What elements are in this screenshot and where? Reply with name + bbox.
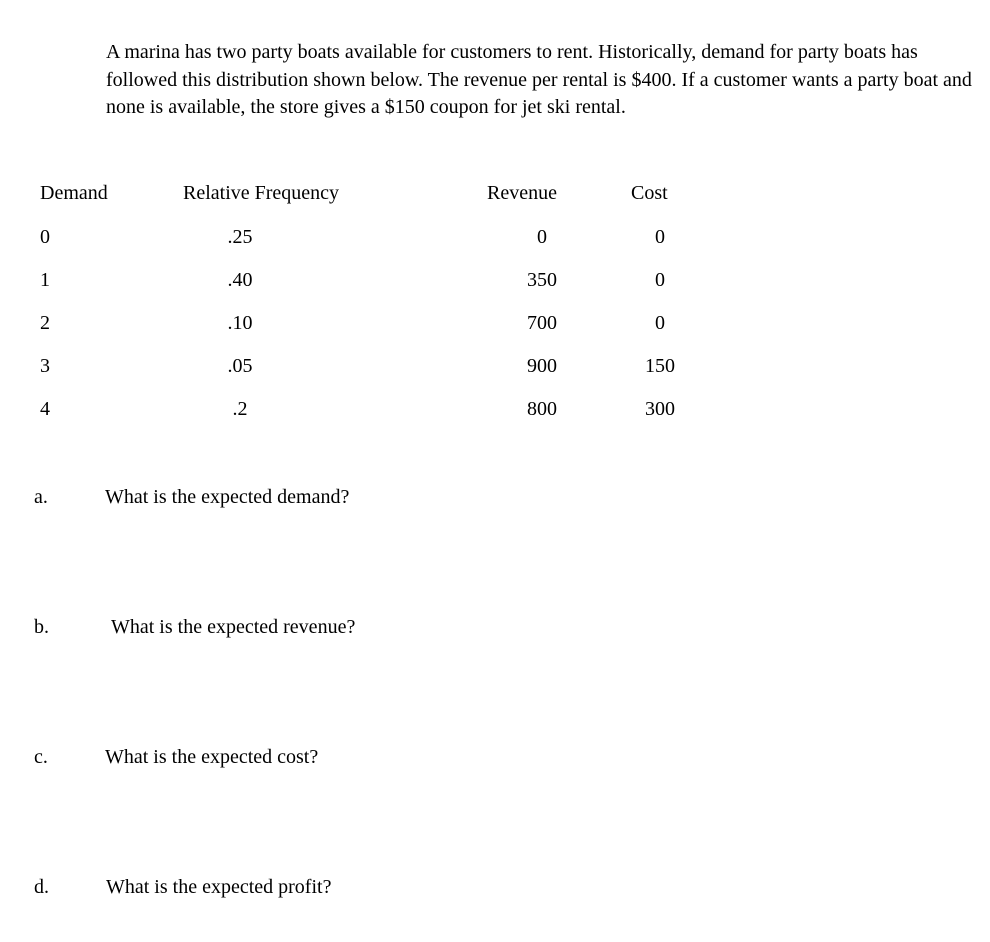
header-cost: Cost (631, 182, 668, 204)
header-revenue: Revenue (487, 182, 557, 204)
header-relative-frequency: Relative Frequency (183, 182, 340, 204)
demand-cell: 1 (40, 269, 50, 291)
cost-cell: 0 (655, 312, 665, 334)
question-letter: d. (34, 876, 49, 898)
demand-cell: 4 (40, 398, 50, 420)
demand-cell: 2 (40, 312, 50, 334)
problem-statement: A marina has two party boats available for customers to rent. Historically, demand for party boats has followed this distribution shown below. The revenue per rental is $400. If a customer wants a party boat and none is available, the store gives a $150 coupon for jet ski rental. (106, 41, 972, 118)
question-expected-demand: What is the expected demand? (105, 486, 350, 508)
header-demand: Demand (40, 182, 108, 204)
frequency-cell: .40 (227, 269, 253, 291)
revenue-cell: 350 (527, 269, 557, 291)
frequency-cell: .10 (227, 312, 253, 334)
demand-cell: 3 (40, 355, 50, 377)
revenue-cell: 900 (527, 355, 557, 377)
revenue-cell: 800 (527, 398, 557, 420)
frequency-cell: .25 (227, 226, 253, 248)
demand-cell: 0 (40, 226, 50, 248)
cost-cell: 0 (655, 226, 665, 248)
revenue-cell: 700 (527, 312, 557, 334)
question-expected-revenue: What is the expected revenue? (111, 616, 356, 638)
question-letter: b. (34, 616, 49, 638)
cost-cell: 0 (655, 269, 665, 291)
frequency-cell: .2 (232, 398, 248, 420)
question-expected-profit: What is the expected profit? (106, 876, 332, 898)
question-letter: a. (34, 486, 48, 508)
question-expected-cost: What is the expected cost? (105, 746, 319, 768)
cost-cell: 150 (645, 355, 675, 377)
question-letter: c. (34, 746, 48, 768)
cost-cell: 300 (645, 398, 675, 420)
revenue-cell: 0 (537, 226, 547, 248)
frequency-cell: .05 (227, 355, 253, 377)
